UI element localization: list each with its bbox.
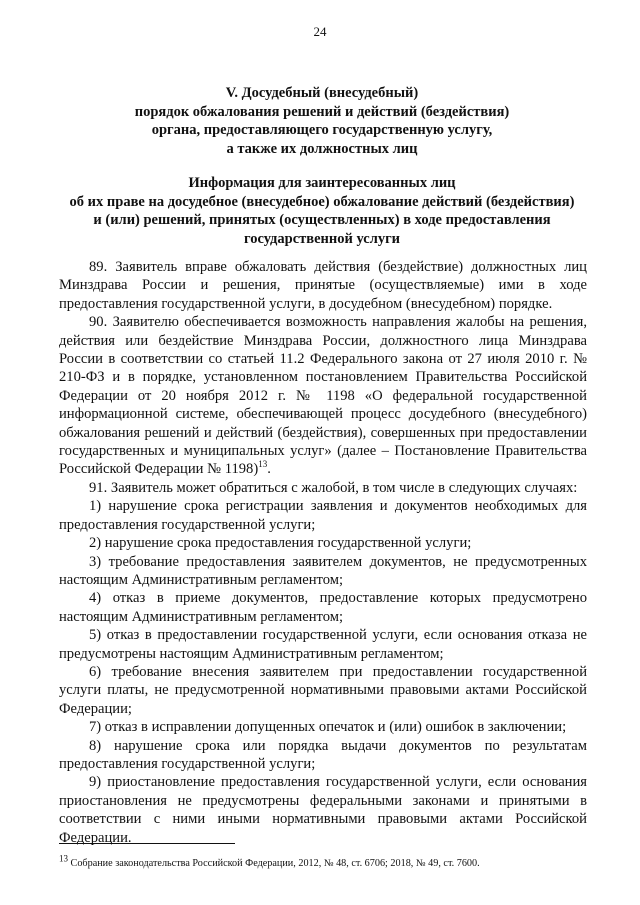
list-item: 1) нарушение срока регистрации заявления и документов необходимых для предоставления государственной услуги; [59,498,587,533]
list-item: 3) требование предоставления заявителем документов, не предусмотренных настоящим Административным регламентом; [59,553,587,588]
paragraph-89: 89. Заявитель вправе обжаловать действия (бездействие) должностных лиц Минздрава России и решения, принятые (осуществляемые) ими в ходе предоставления государственной услуги, в досудебном (внесудебном) порядке. [59,259,587,312]
info-heading-line: государственной услуги [243,230,401,247]
info-heading-line: и (или) решений, принятых (осуществленных) в ходе предоставления [93,212,551,228]
section-heading [60,84,584,158]
info-heading [60,174,584,248]
list-item: 4) отказ в приеме документов, предоставление которых предусмотрено настоящим Административным регламентом; [59,590,587,625]
paragraph-90 [59,313,587,479]
section-heading-line: а также их должностных лиц [226,140,418,157]
section-heading-line: органа, предоставляющего государственную услугу, [151,122,493,138]
page-number: 24 [313,24,327,39]
footnote-reference[interactable]: 13 [258,459,268,470]
footnote-text: Собрание законодательства Российской Федерации, 2012, № 48, ст. 6706; 2018, № 49, ст. 7600. [70,858,480,869]
list-item: 6) требование внесения заявителем при предоставлении государственной услуги платы, не предусмотренной нормативными правовыми актами Российской Федерации; [59,663,587,717]
footnote-marker: 13 [59,853,68,864]
footnote-divider [59,843,235,844]
footnote [59,853,587,870]
section-heading-line: порядок обжалования решений и действий (бездействия) [134,103,510,120]
section-heading-line: V. Досудебный (внесудебный) [225,85,419,101]
info-heading-line: Информация для заинтересованных лиц [188,175,456,191]
list-item: 7) отказ в исправлении допущенных опечаток и (или) ошибок в заключении; [89,719,567,736]
list-item: 8) нарушение срока или порядка выдачи документов по результатам предоставления государственной услуги; [59,737,587,772]
paragraph-text: 90. Заявителю обеспечивается возможность направления жалобы на решения, действия или бездействие Минздрава России, должностного лица Минздрава России в соответствии со статьей 11.2 Федерального закона от 27 июля 2010 г. № 210-ФЗ и в порядке, установленном постановлением Правительства Российской Федерации от 20 ноября 2012 г. № 1198 «О федеральной государственной информационной системе, обеспечивающей процесс досудебного (внесудебного) обжалования решений и действий (бездействия), совершенных при предоставлении государственных и муниципальных услуг» (далее – Постановление Правительства Российской Федерации № 1198) [59,314,587,478]
info-heading-line: об их праве на досудебное (внесудебное) обжалование действий (бездействия) [69,193,575,210]
list-item: 2) нарушение срока предоставления государственной услуги; [89,535,472,552]
paragraph-91: 91. Заявитель может обратиться с жалобой, в том числе в следующих случаях: [89,479,578,496]
paragraph-tail: . [267,461,271,478]
body-text [59,258,587,847]
list-item: 9) приостановление предоставления государственной услуги, если основания приостановления не предусмотрены федеральными законами и принятыми в соответствии с ними иными нормативными правовыми актами Российской Федерации. [59,774,587,846]
list-item: 5) отказ в предоставлении государственной услуги, если основания отказа не предусмотрены настоящим Административным регламентом; [59,627,587,662]
